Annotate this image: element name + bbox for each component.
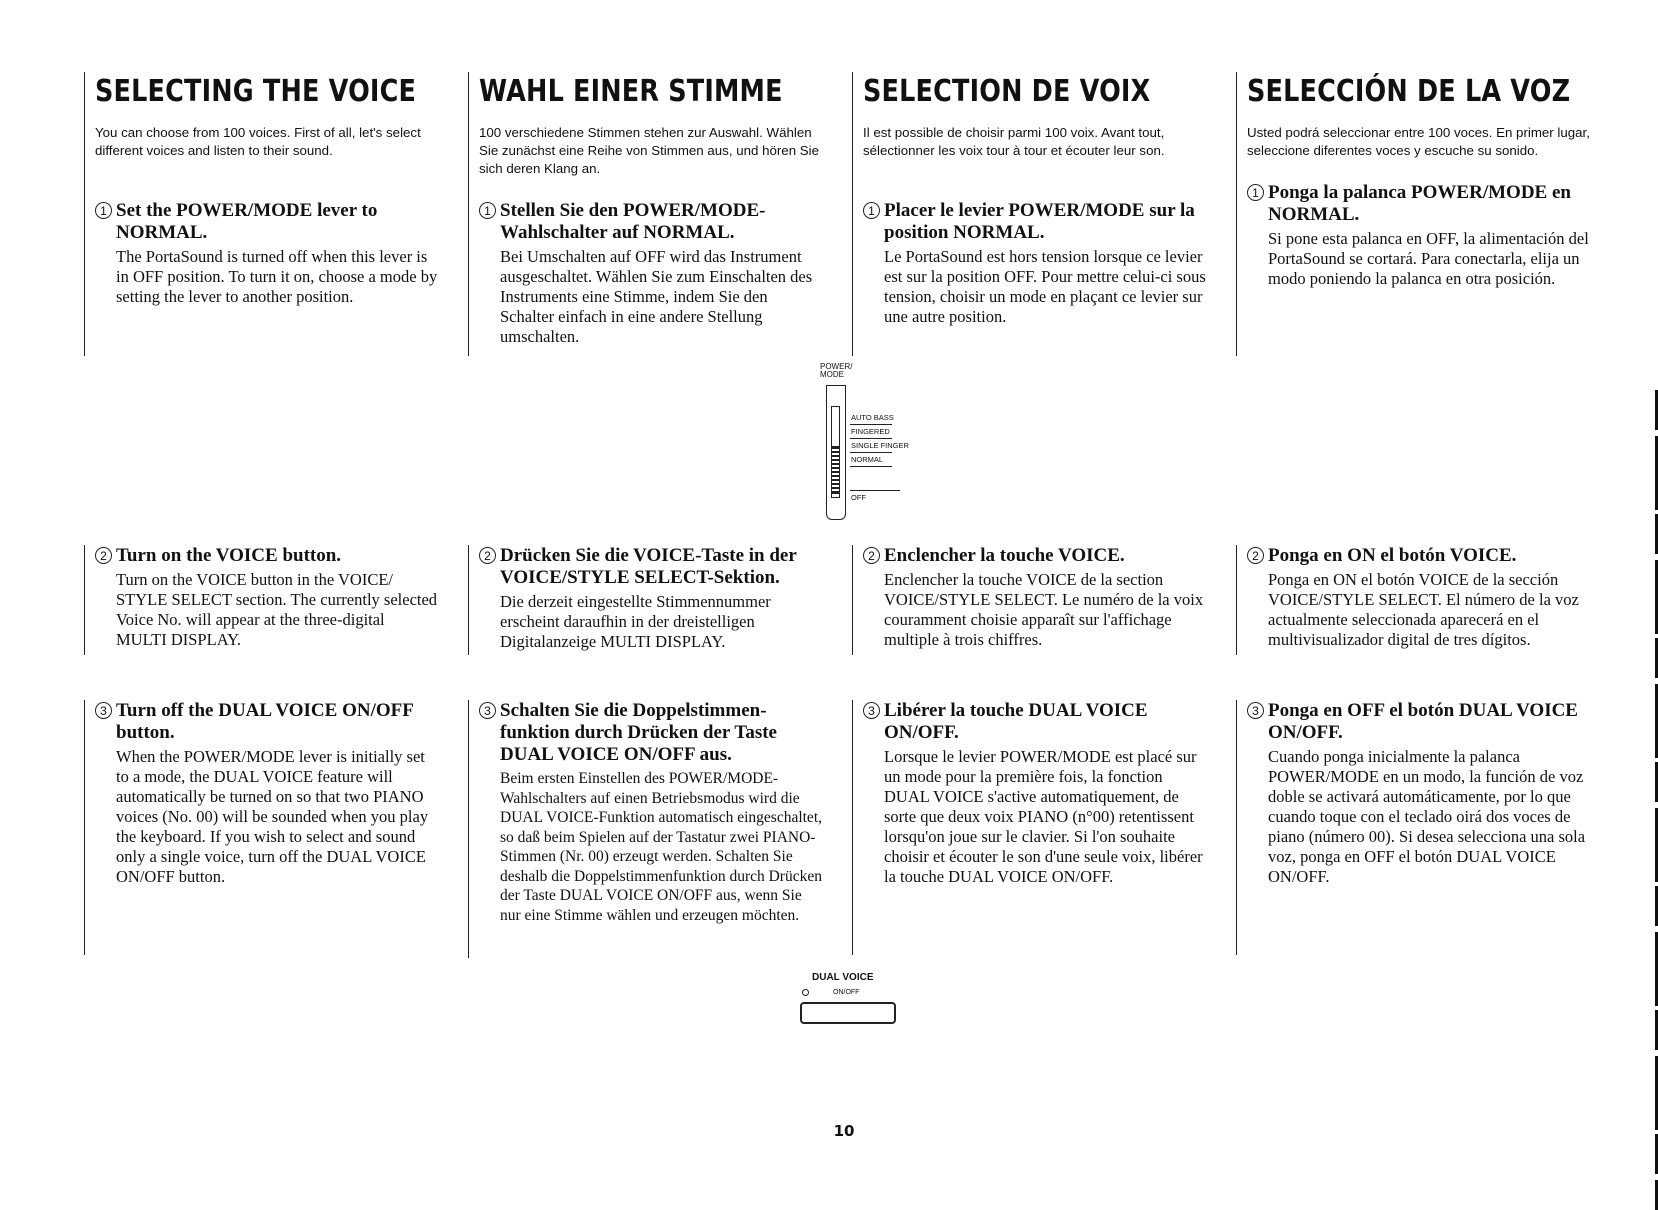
step-title: Ponga en ON el botón VOICE. [1268, 545, 1517, 566]
lever-tick [850, 424, 892, 425]
col-fr-intro [852, 72, 1207, 356]
step-number-icon: 1 [479, 202, 496, 219]
step-3-de [479, 700, 823, 925]
step-number-icon: 2 [95, 547, 112, 564]
heading-de: WAHL EINER STIMME [479, 74, 783, 109]
step-title: Schalten Sie die Doppelstimmen-funktion durch Drücken der Taste DUAL VOICE ON/OFF aus. [500, 700, 777, 765]
step-1-de [479, 200, 823, 347]
step-body: When the POWER/MODE lever is initially set to a mode, the DUAL VOICE feature will automatically be turned on so that two PIANO voices (No. 00) will be sounded when you play the keyboard. If you wish to select and sound only a single voice, turn off the DUAL VOICE ON/OFF button. [116, 747, 429, 886]
step-title: Turn off the DUAL VOICE ON/OFF button. [116, 700, 414, 743]
page-number: 10 [833, 1122, 855, 1140]
step-title: Drücken Sie die VOICE-Taste in der VOICE/STYLE SELECT-Sektion. [500, 545, 797, 588]
lever-housing [826, 385, 846, 520]
step-3-en [95, 700, 439, 887]
intro-de: 100 verschiedene Stimmen stehen zur Auswahl. Wählen Sie zunächst eine Reihe von Stimmen aus, und hören Sie sich deren Klang an. [479, 125, 820, 176]
dual-voice-title: DUAL VOICE [812, 972, 874, 983]
col-en-step2 [84, 545, 439, 655]
step-title: Enclencher la touche VOICE. [884, 545, 1125, 566]
lever-position-label: AUTO BASS [851, 413, 894, 422]
col-de-intro [468, 72, 823, 356]
step-number-icon: 1 [1247, 184, 1264, 201]
step-title: Set the POWER/MODE lever to NORMAL. [116, 200, 378, 243]
lever-tick [850, 452, 892, 453]
heading-en: SELECTING THE VOICE [95, 74, 417, 109]
step-number-icon: 2 [479, 547, 496, 564]
step-3-es [1247, 700, 1591, 887]
step-title: Libérer la touche DUAL VOICE ON/OFF. [884, 700, 1148, 743]
lever-tick [850, 438, 892, 439]
intro-es: Usted podrá seleccionar entre 100 voces. En primer lugar, seleccione diferentes voces y escuche su sonido. [1247, 125, 1590, 158]
step-body: Le PortaSound est hors tension lorsque ce levier est sur la position OFF. Pour mettre celui-ci sous tension, choisir un mode en plaçant ce levier sur une autre position. [884, 247, 1206, 326]
step-number-icon: 2 [1247, 547, 1264, 564]
step-title: Placer le levier POWER/MODE sur la position NORMAL. [884, 200, 1195, 243]
step-body: Cuando ponga inicialmente la palanca POWER/MODE en un modo, la función de voz doble se activará automáticamente, por lo que cuando toque con el teclado oirá dos voces de piano (número 00). Si desea selecciona una sola voz, ponga en OFF el botón DUAL VOICE ON/OFF. [1268, 747, 1586, 886]
step-title: Stellen Sie den POWER/MODE-Wahlschalter auf NORMAL. [500, 200, 766, 243]
lever-position-label: SINGLE FINGER [851, 441, 909, 450]
lever-title: POWER/ MODE [820, 362, 853, 379]
intro-fr: Il est possible de choisir parmi 100 voix. Avant tout, sélectionner les voix tour à tour et écouter leur son. [863, 125, 1165, 158]
step-title: Ponga la palanca POWER/MODE en NORMAL. [1268, 182, 1571, 225]
col-de-step3 [468, 700, 823, 958]
step-number-icon: 2 [863, 547, 880, 564]
col-en-intro [84, 72, 439, 356]
step-body: Ponga en ON el botón VOICE de la sección VOICE/STYLE SELECT. El número de la voz actualmente seleccionada aparecerá en el multivisualizador digital de tres dígitos. [1268, 570, 1579, 649]
step-number-icon: 3 [1247, 702, 1264, 719]
step-body: The PortaSound is turned off when this lever is in OFF position. To turn it on, choose a mode by setting the lever to another position. [116, 247, 438, 306]
step-title: Ponga en OFF el botón DUAL VOICE ON/OFF. [1268, 700, 1578, 743]
col-es-intro [1236, 72, 1591, 356]
lever-tick [850, 466, 892, 467]
step-body: Die derzeit eingestellte Stimmennummer erscheint daraufhin in der dreistelligen Digitalanzeige MULTI DISPLAY. [500, 592, 771, 651]
step-2-de [479, 545, 823, 652]
heading-fr: SELECTION DE VOIX [863, 74, 1151, 109]
step-number-icon: 1 [863, 202, 880, 219]
dual-voice-on-off-label: ON/OFF [833, 989, 860, 996]
col-fr-step3 [852, 700, 1207, 955]
step-body: Bei Umschalten auf OFF wird das Instrument ausgeschaltet. Wählen Sie zum Einschalten des Instruments eine Stimme, indem Sie den Schalter einfach in eine andere Stellung umschalten. [500, 247, 813, 346]
step-1-en [95, 200, 439, 307]
step-number-icon: 3 [863, 702, 880, 719]
step-body: Turn on the VOICE button in the VOICE/ STYLE SELECT section. The currently selected Voice No. will appear at the three-digital MULTI DISPLAY. [116, 570, 438, 649]
step-body: Beim ersten Einstellen des POWER/MODE-Wahlschalters auf einen Betriebsmodus wird die DUAL VOICE-Funktion automatisch eingeschaltet, so daß beim Spielen auf der Tastatur zwei PIANO-Stimmen (Nr. 00) erzeugt werden. Schalten Sie deshalb die Doppelstimmenfunktion durch Drücken der Taste DUAL VOICE ON/OFF aus, wenn Sie nur eine Stimme wählen und erzeugen möchten. [500, 770, 822, 924]
step-2-en [95, 545, 439, 650]
step-body: Si pone esta palanca en OFF, la alimentación del PortaSound se cortará. Para conectarla, elija un modo poniendo la palanca en otra posición. [1268, 229, 1589, 288]
col-de-step2 [468, 545, 823, 655]
lever-position-label: FINGERED [851, 427, 890, 436]
dual-voice-led-icon [802, 989, 809, 996]
step-2-es [1247, 545, 1591, 650]
col-fr-step2 [852, 545, 1207, 655]
dual-voice-button [800, 1002, 896, 1024]
lever-tick [850, 490, 900, 491]
lever-knob-icon [831, 446, 840, 494]
step-2-fr [863, 545, 1207, 650]
step-number-icon: 3 [95, 702, 112, 719]
step-body: Lorsque le levier POWER/MODE est placé sur un mode pour la première fois, la fonction DUAL VOICE s'active automatiquement, de sorte que deux voix PIANO (n°00) retentissent lorsqu'on joue sur le clavier. Si l'on souhaite choisir et écouter le son d'une seule voix, libérer la touche DUAL VOICE ON/OFF. [884, 747, 1203, 886]
col-es-step2 [1236, 545, 1591, 655]
lever-position-label: NORMAL [851, 455, 884, 464]
step-title: Turn on the VOICE button. [116, 545, 342, 566]
step-1-fr [863, 200, 1207, 327]
step-1-es [1247, 182, 1591, 289]
col-es-step3 [1236, 700, 1591, 955]
heading-es: SELECCIÓN DE LA VOZ [1247, 74, 1571, 109]
step-body: Enclencher la touche VOICE de la section VOICE/STYLE SELECT. Le numéro de la voix couramment choisie apparaît sur l'affichage multiple à trois chiffres. [884, 570, 1204, 649]
lever-position-label: OFF [851, 493, 866, 502]
step-number-icon: 1 [95, 202, 112, 219]
intro-en: You can choose from 100 voices. First of all, let's select different voices and listen to their sound. [95, 125, 421, 158]
col-en-step3 [84, 700, 439, 955]
step-3-fr [863, 700, 1207, 887]
step-number-icon: 3 [479, 702, 496, 719]
